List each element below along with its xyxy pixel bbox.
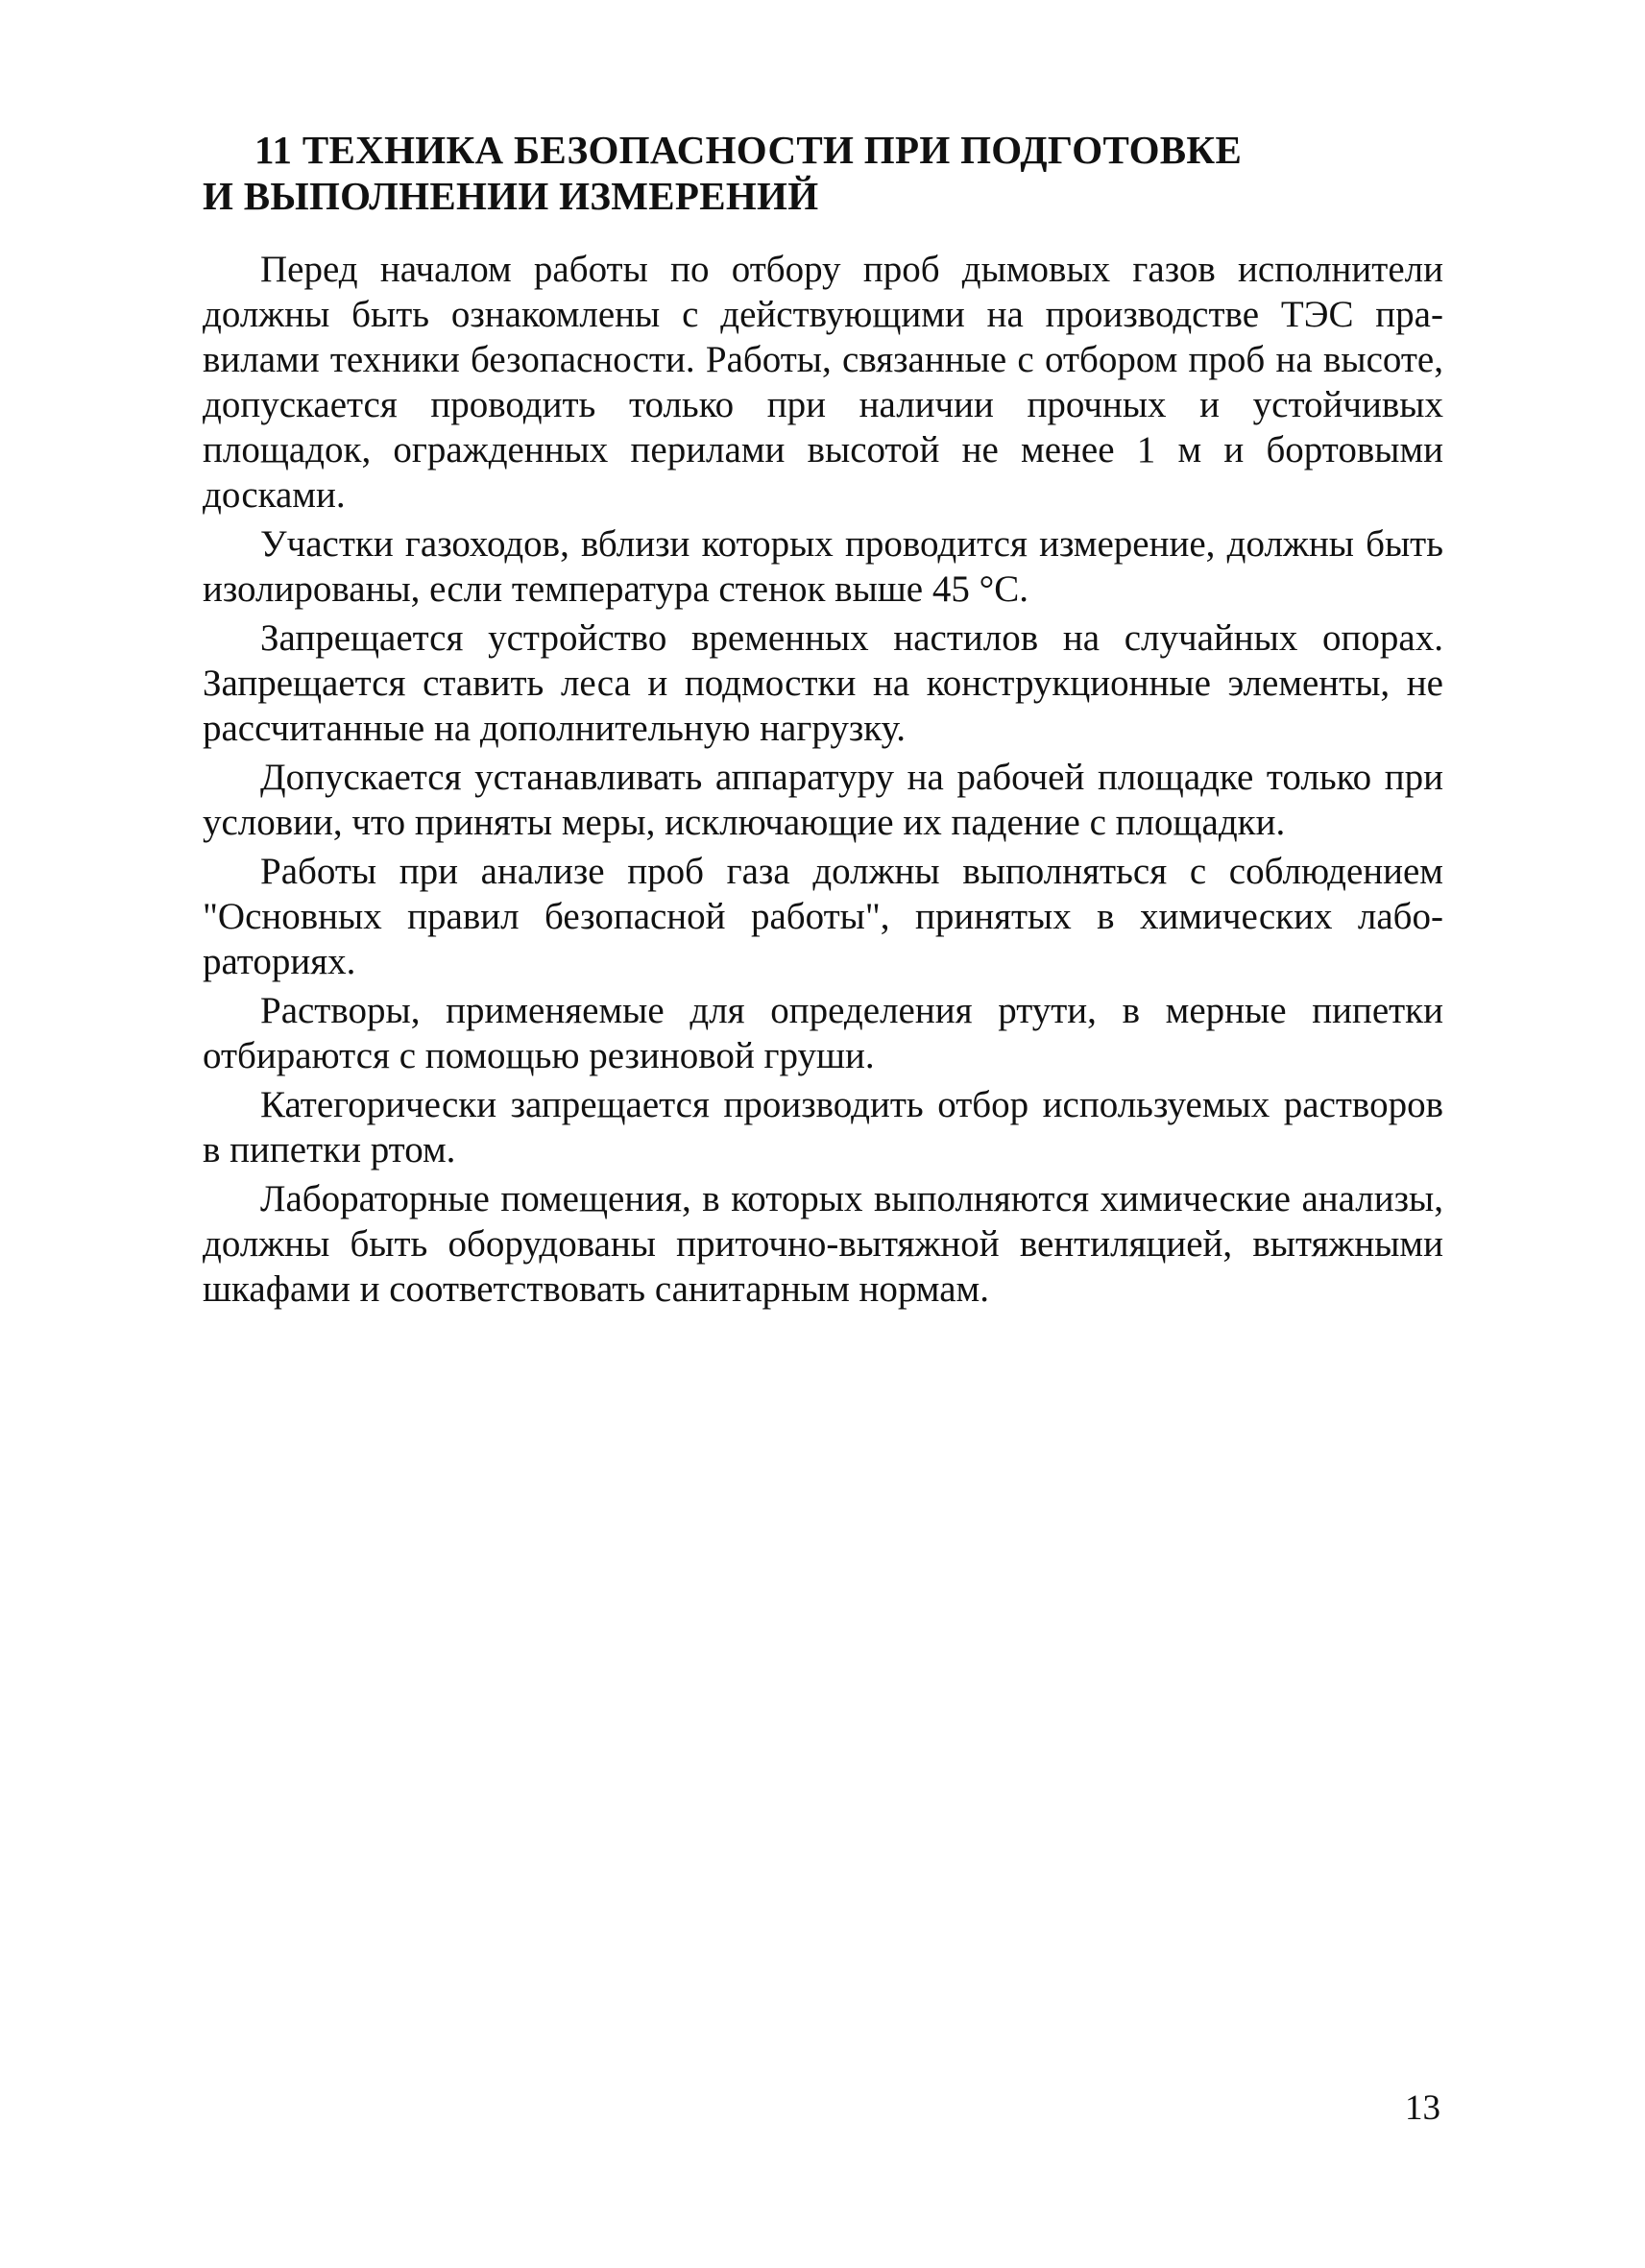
section-heading (203, 127, 1451, 219)
body-text (203, 247, 1443, 1315)
paragraph-equipment-placement: Допускается устанавливать аппаратуру на рабочей площадке только при условии, что приняты меры, исключающие их падение с площадки. (203, 757, 1443, 843)
paragraph-mercury-solutions: Растворы, применяемые для определения ртути, в мерные пипетки отбираются с помощью резиновой груши. (203, 990, 1443, 1076)
page-number: 13 (1405, 2088, 1440, 2128)
paragraph-duct-insulation: Участки газоходов, вблизи которых проводится измерение, должны быть изолированы, если температура стенок выше 45 °С. (203, 523, 1443, 610)
paragraph-scaffolding-prohibition: Запрещается устройство временных настилов на случайных опорах. Запрещается ставить леса и подмостки на конструкционные элементы, не рассчитанные на дополнительную нагрузку. (203, 617, 1443, 749)
paragraph-safety-training: Перед началом работы по отбору проб дымовых газов исполнители должны быть ознакомлены с действующими на производстве ТЭС правилами техники безопасности. Работы, связанные с отбором проб на высоте, допускается проводить только при наличии прочных и устойчивых площадок, огражденных перилами высотой не менее 1 м и бортовыми досками. (203, 249, 1443, 516)
section-heading-line-1: 11 ТЕХНИКА БЕЗОПАСНОСТИ ПРИ ПОДГОТОВКЕ (254, 128, 1243, 172)
section-heading-line-2: И ВЫПОЛНЕНИИ ИЗМЕРЕНИЙ (203, 174, 819, 218)
paragraph-laboratory-ventilation: Лабораторные помещения, в которых выполняются химические анализы, должны быть оборудованы приточно-вытяжной вентиляцией, вытяжными шкафами и соответствовать санитарным нормам. (203, 1178, 1443, 1310)
paragraph-gas-analysis-rules: Работы при анализе проб газа должны выполняться с соблюдением "Основных правил безопасной работы", принятых в химических лабораториях. (203, 851, 1443, 982)
paragraph-pipette-mouth-prohibition: Категорически запрещается производить отбор используемых растворов в пипетки ртом. (203, 1084, 1443, 1170)
